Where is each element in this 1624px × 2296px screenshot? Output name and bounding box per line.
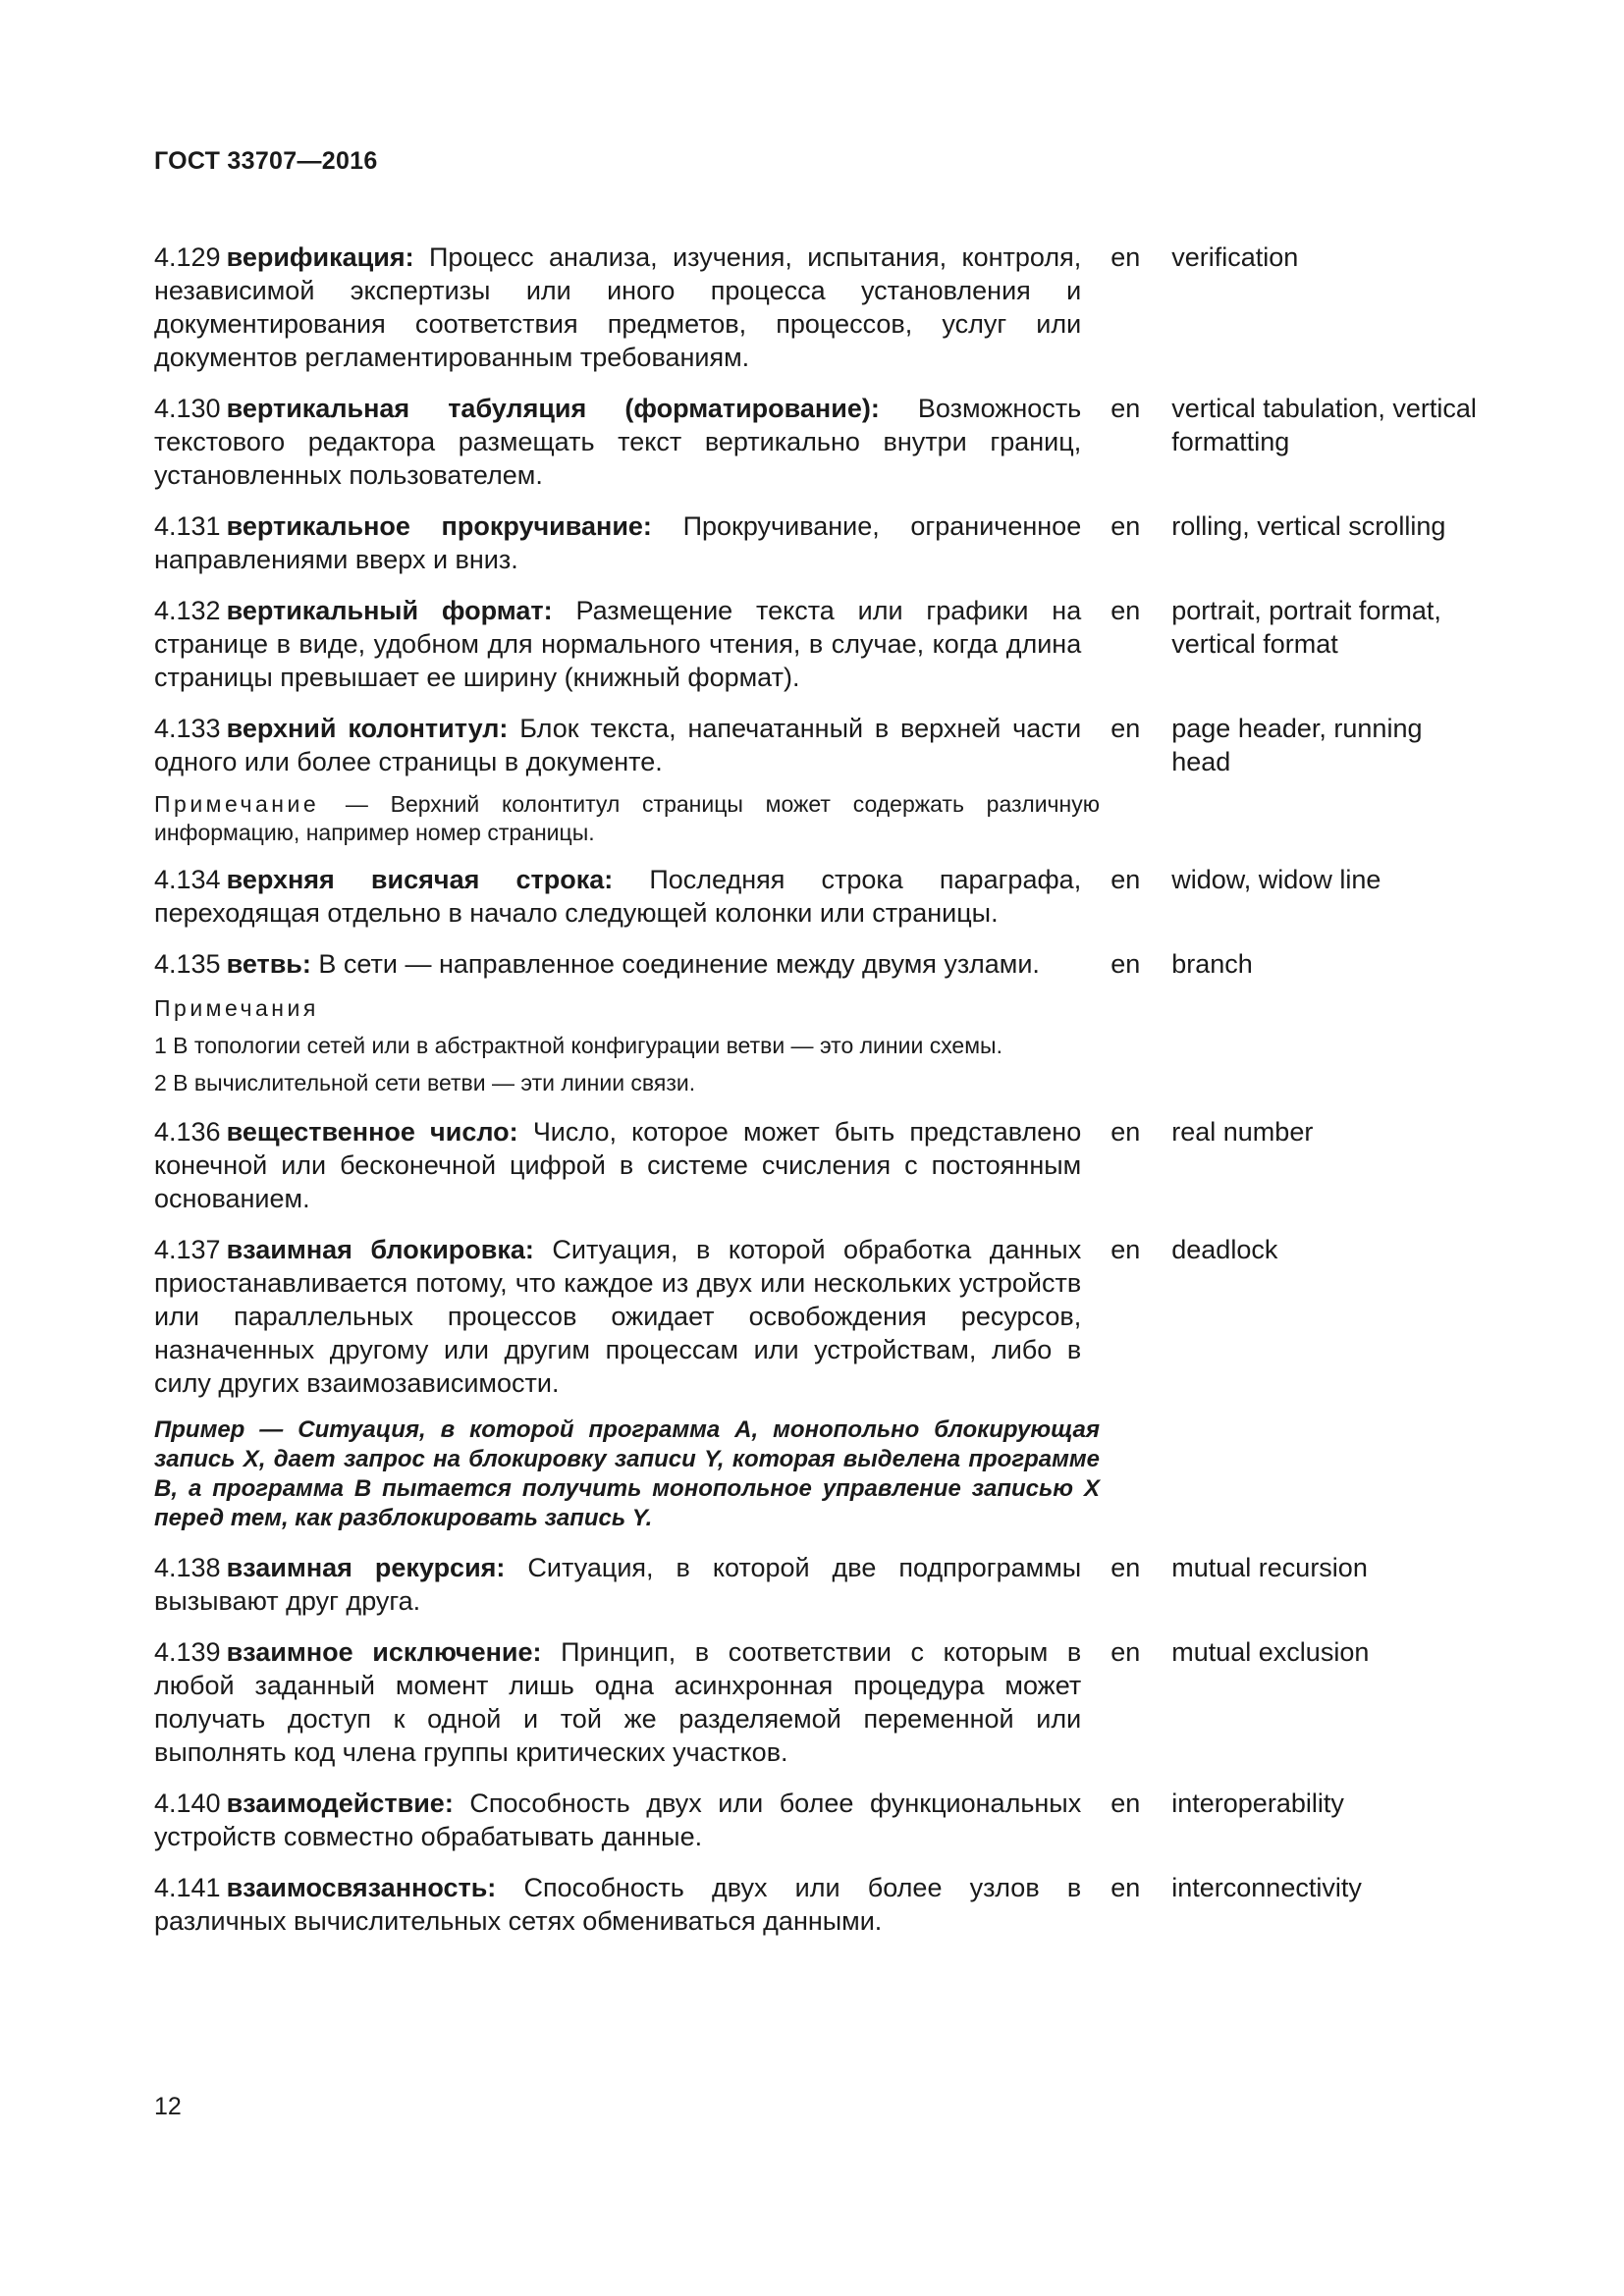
term-text: Процесс анализа, изучения, испытания, контроля, независимой экспертизы или иного процесса установления и документирования соответствия предметов, процессов, услуг или документов регламентированным требованиям. (154, 242, 1082, 372)
language-code: en (1110, 596, 1141, 625)
term-text: Последняя строка параграфа, переходящая отдельно в начало следующей колонки или страницы. (154, 865, 1082, 928)
term-text: Прокручивание, ограниченное направлениями вверх и вниз. (154, 511, 1082, 574)
language-code: en (1110, 1789, 1141, 1818)
english-equivalent: interoperability (1171, 1789, 1344, 1818)
term-definition (154, 947, 1081, 981)
term-definition (154, 240, 1081, 374)
english-equivalent: interconnectivity (1171, 1873, 1362, 1902)
english-equivalent: mutual recursion (1171, 1553, 1368, 1582)
term-definition (154, 1551, 1081, 1618)
term-number: 4.132 (154, 596, 221, 625)
term-entry (154, 392, 1480, 492)
term-text: Ситуация, в которой две подпрограммы вызывают друг друга. (154, 1553, 1082, 1616)
term-title: ветвь: (226, 949, 311, 979)
term-entry (154, 509, 1480, 576)
language-code: en (1110, 242, 1141, 272)
english-equivalent: widow, widow line (1171, 865, 1381, 894)
term-number: 4.136 (154, 1117, 221, 1147)
language-code: en (1110, 1117, 1141, 1147)
english-equivalent: mutual exclusion (1171, 1637, 1370, 1667)
document-header: ГОСТ 33707—2016 (154, 147, 378, 175)
term-text: Возможность текстового редактора размещать текст вертикально внутри границ, установленных пользователем. (154, 394, 1082, 490)
term-definition (154, 1115, 1081, 1215)
term-entry (154, 947, 1480, 981)
term-title: взаимное исключение: (226, 1637, 542, 1667)
term-text: Способность двух или более узлов в различных вычислительных сетях обмениваться данными. (154, 1873, 1082, 1936)
language-code: en (1110, 1637, 1141, 1667)
term-title: вещественное число: (226, 1117, 518, 1147)
term-notes (154, 994, 1100, 1097)
term-entry (154, 594, 1480, 694)
term-definition (154, 712, 1081, 778)
term-title: верхний колонтитул: (226, 714, 509, 743)
term-entry (154, 240, 1480, 374)
term-number: 4.133 (154, 714, 221, 743)
english-equivalent: verification (1171, 242, 1299, 272)
term-number: 4.140 (154, 1789, 221, 1818)
term-title: вертикальная табуляция (форматирование): (226, 394, 880, 423)
note-text: — Верхний колонтитул страницы может содержать различную информацию, например номер страницы. (154, 791, 1100, 845)
term-example: Пример — Ситуация, в которой программа А, монопольно блокирующая запись X, дает запрос на блокировку записи Y, которая выделена программе В, а программа В пытается получить монопольное управление записью X перед тем, как разблокировать запись Y. (154, 1416, 1100, 1531)
term-text: Ситуация, в которой обработка данных приостанавливается потому, что каждое из двух или нескольких устройств или параллельных процессов ожидает освобождения ресурсов, назначенных другому или другим процессам или устройствам, либо в силу других взаимозависимости. (154, 1235, 1082, 1398)
term-definition (154, 1635, 1081, 1769)
page-number: 12 (154, 2093, 182, 2120)
language-code: en (1110, 949, 1141, 979)
term-number: 4.130 (154, 394, 221, 423)
note-item: 1 В топологии сетей или в абстрактной конфигурации ветви — это линии схемы. (154, 1033, 1002, 1058)
term-entry (154, 1551, 1480, 1618)
term-text: В сети — направленное соединение между двумя узлами. (318, 949, 1040, 979)
term-title: вертикальное прокручивание: (226, 511, 652, 541)
term-entry (154, 1233, 1480, 1400)
language-code: en (1110, 394, 1141, 423)
english-equivalent: vertical tabulation, vertical formatting (1171, 394, 1477, 456)
english-equivalent: page header, running head (1171, 714, 1423, 776)
term-number: 4.131 (154, 511, 221, 541)
notes-heading: Примечания (154, 995, 319, 1021)
term-definition (154, 863, 1081, 930)
term-text: Принцип, в соответствии с которым в любой заданный момент лишь одна асинхронная процедура может получать доступ к одной и той же разделяемой переменной или выполнять код члена группы критических участков. (154, 1637, 1082, 1767)
term-title: взаимодействие: (226, 1789, 454, 1818)
term-number: 4.141 (154, 1873, 221, 1902)
term-text: Способность двух или более функциональных устройств совместно обрабатывать данные. (154, 1789, 1082, 1851)
english-equivalent: deadlock (1171, 1235, 1278, 1264)
term-definition (154, 392, 1081, 492)
term-entry (154, 1787, 1480, 1853)
term-number: 4.135 (154, 949, 221, 979)
term-title: взаимная рекурсия: (226, 1553, 506, 1582)
term-note (154, 790, 1100, 847)
language-code: en (1110, 1553, 1141, 1582)
term-number: 4.139 (154, 1637, 221, 1667)
term-text: Размещение текста или графики на странице в виде, удобном для нормального чтения, в случае, когда длина страницы превышает ее ширину (книжный формат). (154, 596, 1082, 692)
term-entry (154, 712, 1480, 778)
term-definition (154, 594, 1081, 694)
term-entry (154, 863, 1480, 930)
term-text: Блок текста, напечатанный в верхней части одного или более страницы в документе. (154, 714, 1082, 776)
term-number: 4.134 (154, 865, 221, 894)
english-equivalent: branch (1171, 949, 1253, 979)
term-definition (154, 509, 1081, 576)
language-code: en (1110, 1235, 1141, 1264)
language-code: en (1110, 865, 1141, 894)
term-definition (154, 1871, 1081, 1938)
term-title: верхняя висячая строка: (226, 865, 614, 894)
language-code: en (1110, 511, 1141, 541)
language-code: en (1110, 714, 1141, 743)
term-title: вертикальный формат: (226, 596, 553, 625)
term-entry (154, 1871, 1480, 1938)
english-equivalent: rolling, vertical scrolling (1171, 511, 1446, 541)
term-title: взаимная блокировка: (226, 1235, 534, 1264)
term-number: 4.138 (154, 1553, 221, 1582)
english-equivalent: real number (1171, 1117, 1314, 1147)
terms-list (154, 240, 1480, 1955)
term-text: Число, которое может быть представлено конечной или бесконечной цифрой в системе счисления с постоянным основанием. (154, 1117, 1082, 1213)
note-item: 2 В вычислительной сети ветви — эти линии связи. (154, 1070, 696, 1095)
term-entry (154, 1115, 1480, 1215)
term-title: верификация: (226, 242, 414, 272)
term-entry (154, 1635, 1480, 1769)
english-equivalent: portrait, portrait format, vertical format (1171, 596, 1441, 659)
term-definition (154, 1233, 1081, 1400)
language-code: en (1110, 1873, 1141, 1902)
note-heading: Примечание (154, 791, 320, 817)
term-title: взаимосвязанность: (226, 1873, 497, 1902)
term-number: 4.129 (154, 242, 221, 272)
term-number: 4.137 (154, 1235, 221, 1264)
term-definition (154, 1787, 1081, 1853)
